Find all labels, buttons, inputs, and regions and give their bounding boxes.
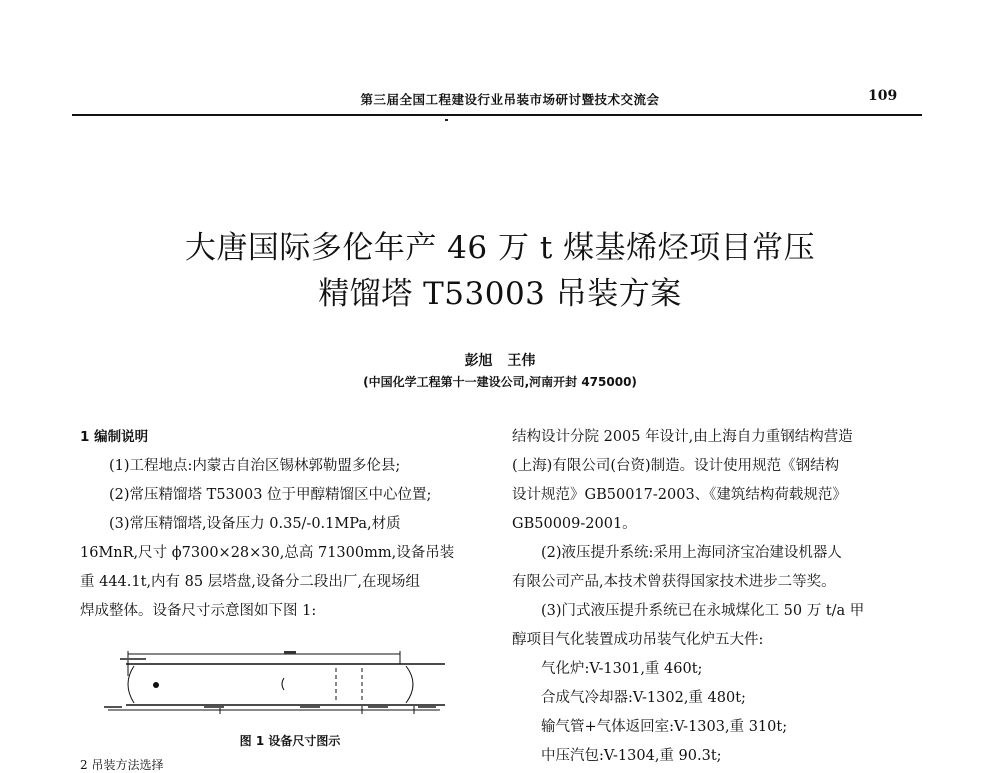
manhole-mark <box>282 678 284 690</box>
section-heading: 1 编制说明 <box>80 429 149 445</box>
paragraph-line: GB50009-2001。 <box>512 516 637 532</box>
dimension-label-mark <box>300 706 320 708</box>
paragraph-line: (3)门式液压提升系统已在永城煤化工 50 万 t/a 甲 <box>541 603 865 619</box>
paragraph-line: (1)工程地点:内蒙古自治区锡林郭勒盟多伦县; <box>109 458 401 474</box>
list-item: 气化炉:V-1301,重 460t; <box>541 661 703 677</box>
paragraph-line: 醇项目气化装置成功吊装气化炉五大件: <box>512 632 764 648</box>
next-section-heading-partial: 2 吊装方法选择 <box>80 758 164 772</box>
dimension-label-mark <box>368 706 388 708</box>
list-item: 合成气冷却器:V-1302,重 480t; <box>541 690 746 706</box>
paragraph-line: (2)常压精馏塔 T53003 位于甲醇精馏区中心位置; <box>109 487 432 503</box>
dimension-label-mark <box>284 651 296 654</box>
nozzle-dot <box>153 682 159 688</box>
paper-title-line-1: 大唐国际多伦年产 46 万 t 煤基烯烃项目常压 <box>184 230 816 266</box>
paragraph-line: 焊成整体。设备尺寸示意图如下图 1: <box>80 603 317 619</box>
header-rule <box>72 114 922 116</box>
paragraph-line: (2)液压提升系统:采用上海同济宝冶建设机器人 <box>541 545 842 561</box>
paragraph-line: 设计规范》GB50017-2003、《建筑结构荷载规范》 <box>512 487 847 503</box>
paragraph-line: (上海)有限公司(台资)制造。设计使用规范《钢结构 <box>512 458 840 474</box>
affiliation: (中国化学工程第十一建设公司,河南开封 475000) <box>363 375 637 389</box>
left-head <box>128 666 134 703</box>
paper-title-line-2: 精馏塔 T53003 吊装方案 <box>318 276 682 312</box>
paragraph-line: 结构设计分院 2005 年设计,由上海自力重钢结构营造 <box>512 429 853 445</box>
dimension-label-mark <box>104 706 122 708</box>
figure-caption: 图 1 设备尺寸图示 <box>239 734 341 748</box>
right-head <box>406 666 413 703</box>
right-column <box>512 423 924 771</box>
dimension-label-mark <box>120 658 146 660</box>
paragraph-line: 16MnR,尺寸 ϕ7300×28×30,总高 71300mm,设备吊装 <box>80 545 455 561</box>
list-item: 输气管+气体返回室:V-1303,重 310t; <box>541 719 788 735</box>
paragraph-line: 重 444.1t,内有 85 层塔盘,设备分二段出厂,在现场组 <box>80 574 420 590</box>
dimension-label-mark <box>204 706 224 708</box>
authors: 彭旭 王伟 <box>464 353 536 369</box>
equipment-dimension-diagram <box>100 648 452 720</box>
paragraph-line: 有限公司产品,本技术曾获得国家技术进步二等奖。 <box>512 574 836 590</box>
page-number: 109 <box>868 88 898 104</box>
header-dot <box>445 119 448 121</box>
left-column <box>80 423 480 626</box>
running-head: 第三届全国工程建设行业吊装市场研讨暨技术交流会 <box>360 92 660 107</box>
list-item: 中压汽包:V-1304,重 90.3t; <box>541 748 722 764</box>
dimension-label-mark <box>418 706 436 708</box>
paragraph-line: (3)常压精馏塔,设备压力 0.35/-0.1MPa,材质 <box>109 516 401 532</box>
